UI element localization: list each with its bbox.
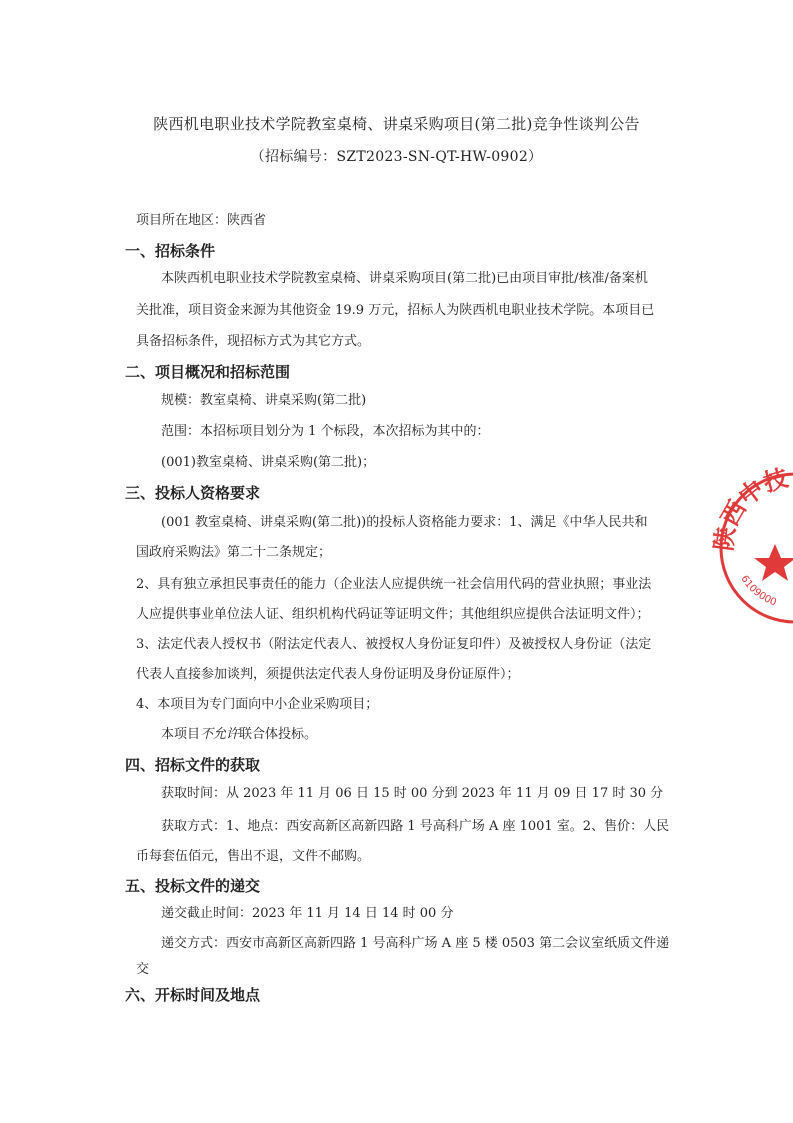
- s5-way-1: 递交方式：西安市高新区高新四路 1 号高科广场 A 座 5 楼 0503 第二会议室纸质文件递: [161, 936, 670, 951]
- section-heading-1: 一、招标条件: [125, 242, 216, 260]
- s2-scale: 规模：教室桌椅、讲桌采购(第二批): [161, 393, 367, 408]
- s5-deadline: 递交截止时间：2023 年 11 月 14 日 14 时 00 分: [161, 906, 454, 921]
- seal-star-icon: [754, 544, 793, 581]
- s3-line-5: 3、法定代表人授权书（附法定代表人、被授权人身份证复印件）及被授权人身份证（法定: [136, 637, 652, 652]
- joint-not-allowed: 不允许: [200, 727, 240, 742]
- project-region: 项目所在地区：陕西省: [136, 213, 267, 228]
- section-heading-6: 六、开标时间及地点: [125, 986, 261, 1004]
- section-heading-3: 三、投标人资格要求: [125, 484, 261, 502]
- section-heading-5: 五、投标文件的递交: [125, 877, 261, 895]
- document-title: 陕西机电职业技术学院教室桌椅、讲桌采购项目(第二批)竞争性谈判公告: [153, 115, 640, 133]
- official-seal-icon: [708, 462, 793, 628]
- s4-way-1: 获取方式：1、地点：西安高新区高新四路 1 号高科广场 A 座 1001 室。2、售价：人民: [161, 819, 670, 834]
- s3-line-3: 2、具有独立承担民事责任的能力（企业法人应提供统一社会信用代码的营业执照；事业法: [136, 577, 652, 592]
- joint-pre: 本项目: [161, 727, 201, 742]
- seal-digits: 6109000: [738, 573, 778, 609]
- s2-lot: (001)教室桌椅、讲桌采购(第二批)；: [161, 455, 376, 470]
- tender-code: （招标编号：SZT2023-SN-QT-HW-0902）: [250, 149, 543, 165]
- svg-text:陕西中技: [709, 463, 791, 553]
- s3-line-2: 国政府采购法》第二十二条规定；: [136, 545, 332, 560]
- s3-line-7: 4、本项目为专门面向中小企业采购项目；: [136, 697, 379, 712]
- s3-line-6: 代表人直接参加谈判，须提供法定代表人身份证明及身份证原件）；: [136, 667, 520, 682]
- seal-text: 陕西中技: [708, 462, 791, 553]
- s1-line-1: 本陕西机电职业技术学院教室桌椅、讲桌采购项目(第二批)已由项目审批/核准/备案机: [161, 271, 648, 286]
- section-heading-4: 四、招标文件的获取: [125, 756, 261, 774]
- s4-way-2: 币每套伍佰元，售出不退，文件不邮购。: [136, 849, 371, 864]
- s3-joint-bid: [161, 726, 317, 744]
- s1-line-3: 具备招标条件，现招标方式为其它方式。: [136, 334, 371, 349]
- section-heading-2: 二、项目概况和招标范围: [125, 363, 291, 381]
- s2-range: 范围：本招标项目划分为 1 个标段，本次招标为其中的：: [161, 424, 490, 439]
- joint-post: 联合体投标。: [239, 727, 318, 742]
- s3-line-1: (001 教室桌椅、讲桌采购(第二批))的投标人资格能力要求：1、满足《中华人民共和: [161, 515, 648, 530]
- s4-time: 获取时间：从 2023 年 11 月 06 日 15 时 00 分到 2023 年 11 月 09 日 17 时 30 分: [161, 786, 664, 801]
- s3-line-4: 人应提供事业单位法人证、组织机构代码证等证明文件；其他组织应提供合法证明文件）；: [136, 607, 650, 622]
- s5-way-2: 交: [136, 962, 150, 977]
- s1-line-2: 关批准，项目资金来源为其他资金 19.9 万元，招标人为陕西机电职业技术学院。本项目已: [136, 303, 655, 318]
